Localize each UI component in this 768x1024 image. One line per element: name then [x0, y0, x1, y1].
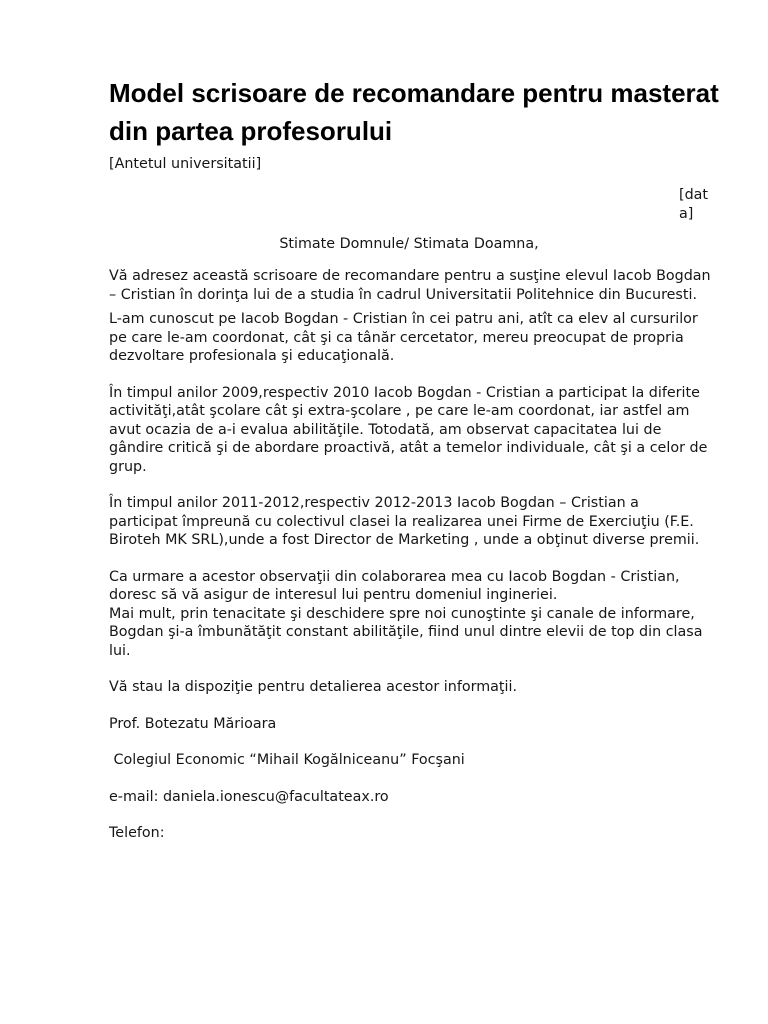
- date-placeholder: [data]: [679, 187, 709, 222]
- paragraph-conclusion: Ca urmare a acestor observaţii din colaborarea mea cu Iacob Bogdan - Cristian, doresc să vă asigur de interesul lui pentru domeniul ingineriei.: [109, 568, 680, 603]
- signature-phone: Telefon:: [109, 825, 165, 841]
- paragraph-activities-2011-2013: În timpul anilor 2011-2012,respectiv 2012-2013 Iacob Bogdan – Cristian a participat împreună cu colectivul clasei la realizarea unei Firme de Exerciuţiu (F.E. Biroteh MK SRL),unde a fost Director de Marketing , unde a obţinut diverse premii.: [109, 495, 700, 548]
- paragraph-activities-2009-2010: În timpul anilor 2009,respectiv 2010 Iacob Bogdan - Cristian a participat la diferite activităţi,atât şcolare cât şi extra-şcolare , pe care le-am coordonat, iar astfel am avut ocazia de a-i evalua abilităţile. Totodată, am observat capacitatea lui de gândire critică şi de abordare proactivă, atât a temelor individuale, cât şi a celor de grup.: [109, 384, 708, 475]
- signature-institution: Colegiul Economic “Mihail Kogălniceanu” Focşani: [109, 752, 465, 768]
- letterhead-placeholder: [Antetul universitatii]: [109, 156, 262, 172]
- signature-email: e-mail: daniela.ionescu@facultateax.ro: [109, 788, 389, 805]
- paragraph-acquaintance: L-am cunoscut pe Iacob Bogdan - Cristian în cei patru ani, atît ca elev al cursurilor pe care le-am coordonat, cât şi ca tânăr cercetator, mereu preocupat de propria dezvoltare profesionala şi educaţională.: [109, 311, 698, 364]
- salutation: Stimate Domnule/ Stimata Doamna,: [279, 236, 539, 252]
- document-title: Model scrisoare de recomandare pentru masterat din partea profesorului: [109, 78, 719, 146]
- letter-body: [109, 267, 711, 855]
- paragraph-tenacity: Mai mult, prin tenacitate şi deschidere spre noi cunoştinte şi canale de informare, Bogdan şi-a îmbunătăţit constant abilităţile, fiind unul dintre elevii de top din clasa lui.: [109, 605, 703, 659]
- paragraph-introduction: Vă adresez această scrisoare de recomandare pentru a susţine elevul Iacob Bogdan – Cristian în dorinţa lui de a studia în cadrul Universitatii Politehnice din Bucuresti.: [109, 268, 711, 303]
- paragraph-availability: Vă stau la dispoziţie pentru detalierea acestor informaţii.: [109, 679, 518, 695]
- signature-name: Prof. Botezatu Mărioara: [109, 715, 277, 732]
